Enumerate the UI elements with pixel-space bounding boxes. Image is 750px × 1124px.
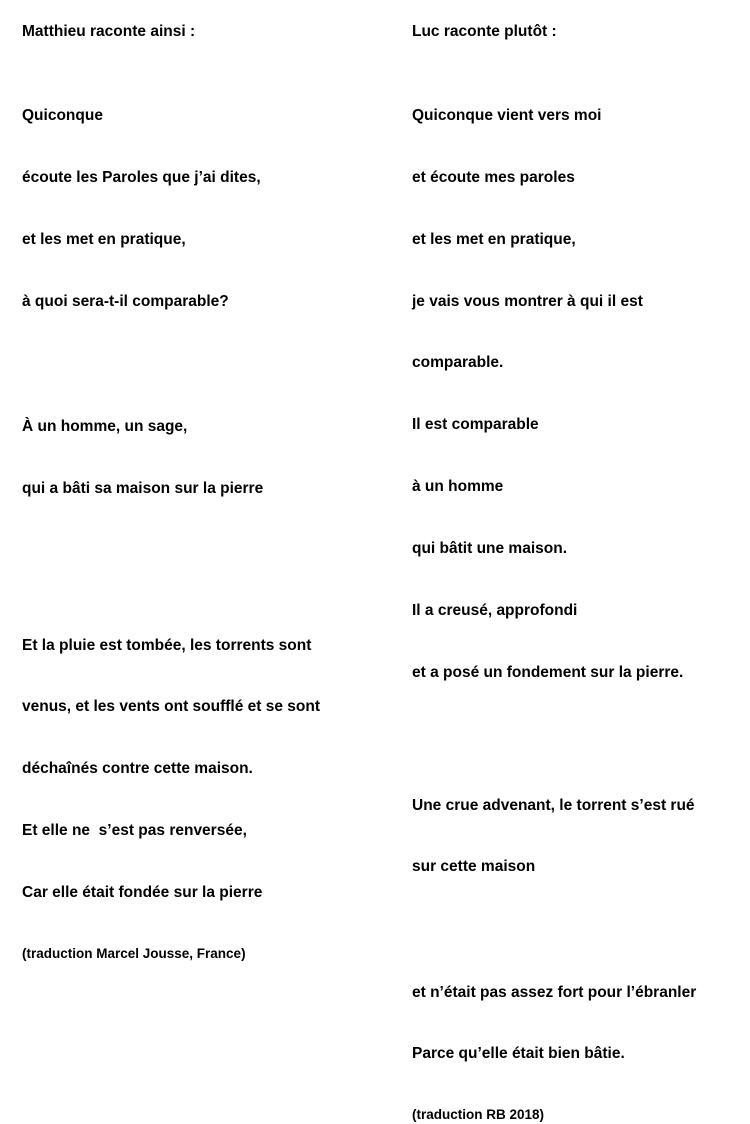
spacer bbox=[22, 580, 392, 594]
text-line: venus, et les vents ont soufflé et se sont bbox=[22, 698, 321, 716]
text-line: Car elle était fondée sur la pierre bbox=[22, 883, 263, 901]
text-line: et les met en pratique, bbox=[412, 230, 576, 248]
luc-stanza-2 bbox=[412, 754, 742, 919]
matthieu-stanza-1 bbox=[22, 65, 392, 354]
text-line: à un homme bbox=[412, 478, 504, 496]
luc-stanza-1 bbox=[412, 65, 742, 725]
spacer bbox=[22, 353, 392, 375]
text-line: Quiconque bbox=[22, 107, 103, 125]
text-line: Il est comparable bbox=[412, 416, 539, 434]
text-line: et a posé un fondement sur la pierre. bbox=[412, 663, 684, 681]
text-line: Quiconque vient vers moi bbox=[412, 107, 602, 125]
matthieu-attribution: (traduction Marcel Jousse, France) bbox=[22, 945, 246, 961]
matthieu-stanza-3 bbox=[22, 594, 392, 944]
spacer bbox=[22, 43, 392, 65]
text-line: Et la pluie est tombée, les torrents sont bbox=[22, 636, 312, 654]
text-line: et écoute mes paroles bbox=[412, 168, 575, 186]
text-line: je vais vous montrer à qui il est bbox=[412, 292, 643, 310]
matthieu-column bbox=[22, 22, 392, 963]
luc-stanza-3 bbox=[412, 941, 742, 1106]
text-line: Parce qu’elle était bien bâtie. bbox=[412, 1045, 625, 1063]
spacer bbox=[412, 43, 742, 65]
text-line: déchaînés contre cette maison. bbox=[22, 760, 253, 778]
text-line: sur cette maison bbox=[412, 858, 536, 876]
text-line: écoute les Paroles que j’ai dites, bbox=[22, 168, 261, 186]
spacer bbox=[412, 724, 742, 754]
text-line: qui a bâti sa maison sur la pierre bbox=[22, 479, 264, 497]
text-line: et n’était pas assez fort pour l’ébranler bbox=[412, 983, 697, 1001]
spacer bbox=[412, 919, 742, 941]
spacer bbox=[22, 540, 392, 580]
text-line: Une crue advenant, le torrent s’est rué bbox=[412, 796, 695, 814]
luc-attribution: (traduction RB 2018) bbox=[412, 1107, 545, 1123]
matthieu-heading: Matthieu raconte ainsi : bbox=[22, 23, 196, 40]
text-line: Il a creusé, approfondi bbox=[412, 601, 578, 619]
text-line: Et elle ne s’est pas renversée, bbox=[22, 822, 247, 840]
luc-heading: Luc raconte plutôt : bbox=[412, 23, 557, 40]
matthieu-stanza-2 bbox=[22, 375, 392, 540]
text-line: qui bâtit une maison. bbox=[412, 539, 568, 557]
luc-column bbox=[412, 22, 742, 1124]
text-line: comparable. bbox=[412, 354, 504, 372]
text-line: À un homme, un sage, bbox=[22, 417, 188, 435]
text-line: et les met en pratique, bbox=[22, 230, 186, 248]
text-line: à quoi sera-t-il comparable? bbox=[22, 292, 229, 310]
